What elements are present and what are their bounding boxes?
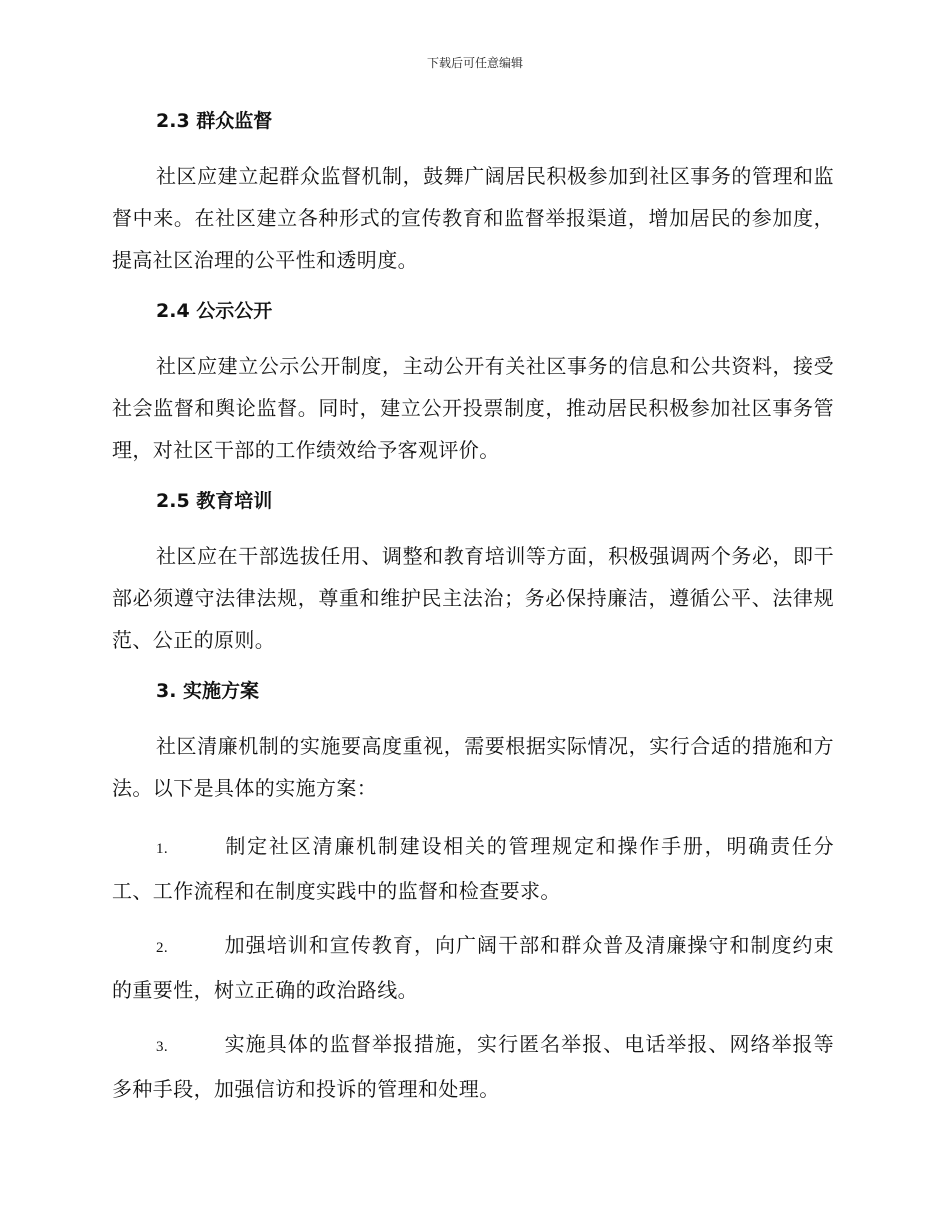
document-body bbox=[112, 107, 834, 1122]
page-header: 下载后可任意编辑 bbox=[426, 56, 523, 70]
section-heading: 3. 实施方案 bbox=[156, 680, 260, 702]
section-heading: 2.3 群众监督 bbox=[156, 110, 273, 132]
section-paragraph: 社区应建立起群众监督机制，鼓舞广阔居民积极参加到社区事务的管理和监督中来。在社区建立各种形式的宣传教育和监督举报渠道，增加居民的参加度，提高社区治理的公平性和透明度。 bbox=[112, 164, 834, 272]
list-text: 实施具体的监督举报措施，实行匿名举报、电话举报、网络举报等多种手段，加强信访和投诉的管理和处理。 bbox=[112, 1032, 834, 1101]
list-number: 1. bbox=[156, 841, 169, 857]
list-number: 2. bbox=[156, 940, 169, 956]
list-text: 加强培训和宣传教育，向广阔干部和群众普及清廉操守和制度约束的重要性，树立正确的政治路线。 bbox=[112, 933, 834, 1002]
list-text: 制定社区清廉机制建设相关的管理规定和操作手册，明确责任分工、工作流程和在制度实践中的监督和检查要求。 bbox=[112, 834, 834, 903]
list-item bbox=[112, 924, 834, 1011]
list-item bbox=[112, 1023, 834, 1110]
list-number: 3. bbox=[156, 1039, 169, 1055]
section-paragraph: 社区应建立公示公开制度，主动公开有关社区事务的信息和公共资料，接受社会监督和舆论监督。同时，建立公开投票制度，推动居民积极参加社区事务管理，对社区干部的工作绩效给予客观评价。 bbox=[112, 354, 834, 462]
list-item bbox=[112, 825, 834, 912]
section-paragraph: 社区清廉机制的实施要高度重视，需要根据实际情况，实行合适的措施和方法。以下是具体的实施方案： bbox=[112, 734, 834, 800]
section-paragraph: 社区应在干部选拔任用、调整和教育培训等方面，积极强调两个务必，即干部必须遵守法律法规，尊重和维护民主法治；务必保持廉洁，遵循公平、法律规范、公正的原则。 bbox=[112, 544, 834, 652]
section-heading: 2.4 公示公开 bbox=[156, 300, 273, 322]
section-heading: 2.5 教育培训 bbox=[156, 490, 273, 512]
